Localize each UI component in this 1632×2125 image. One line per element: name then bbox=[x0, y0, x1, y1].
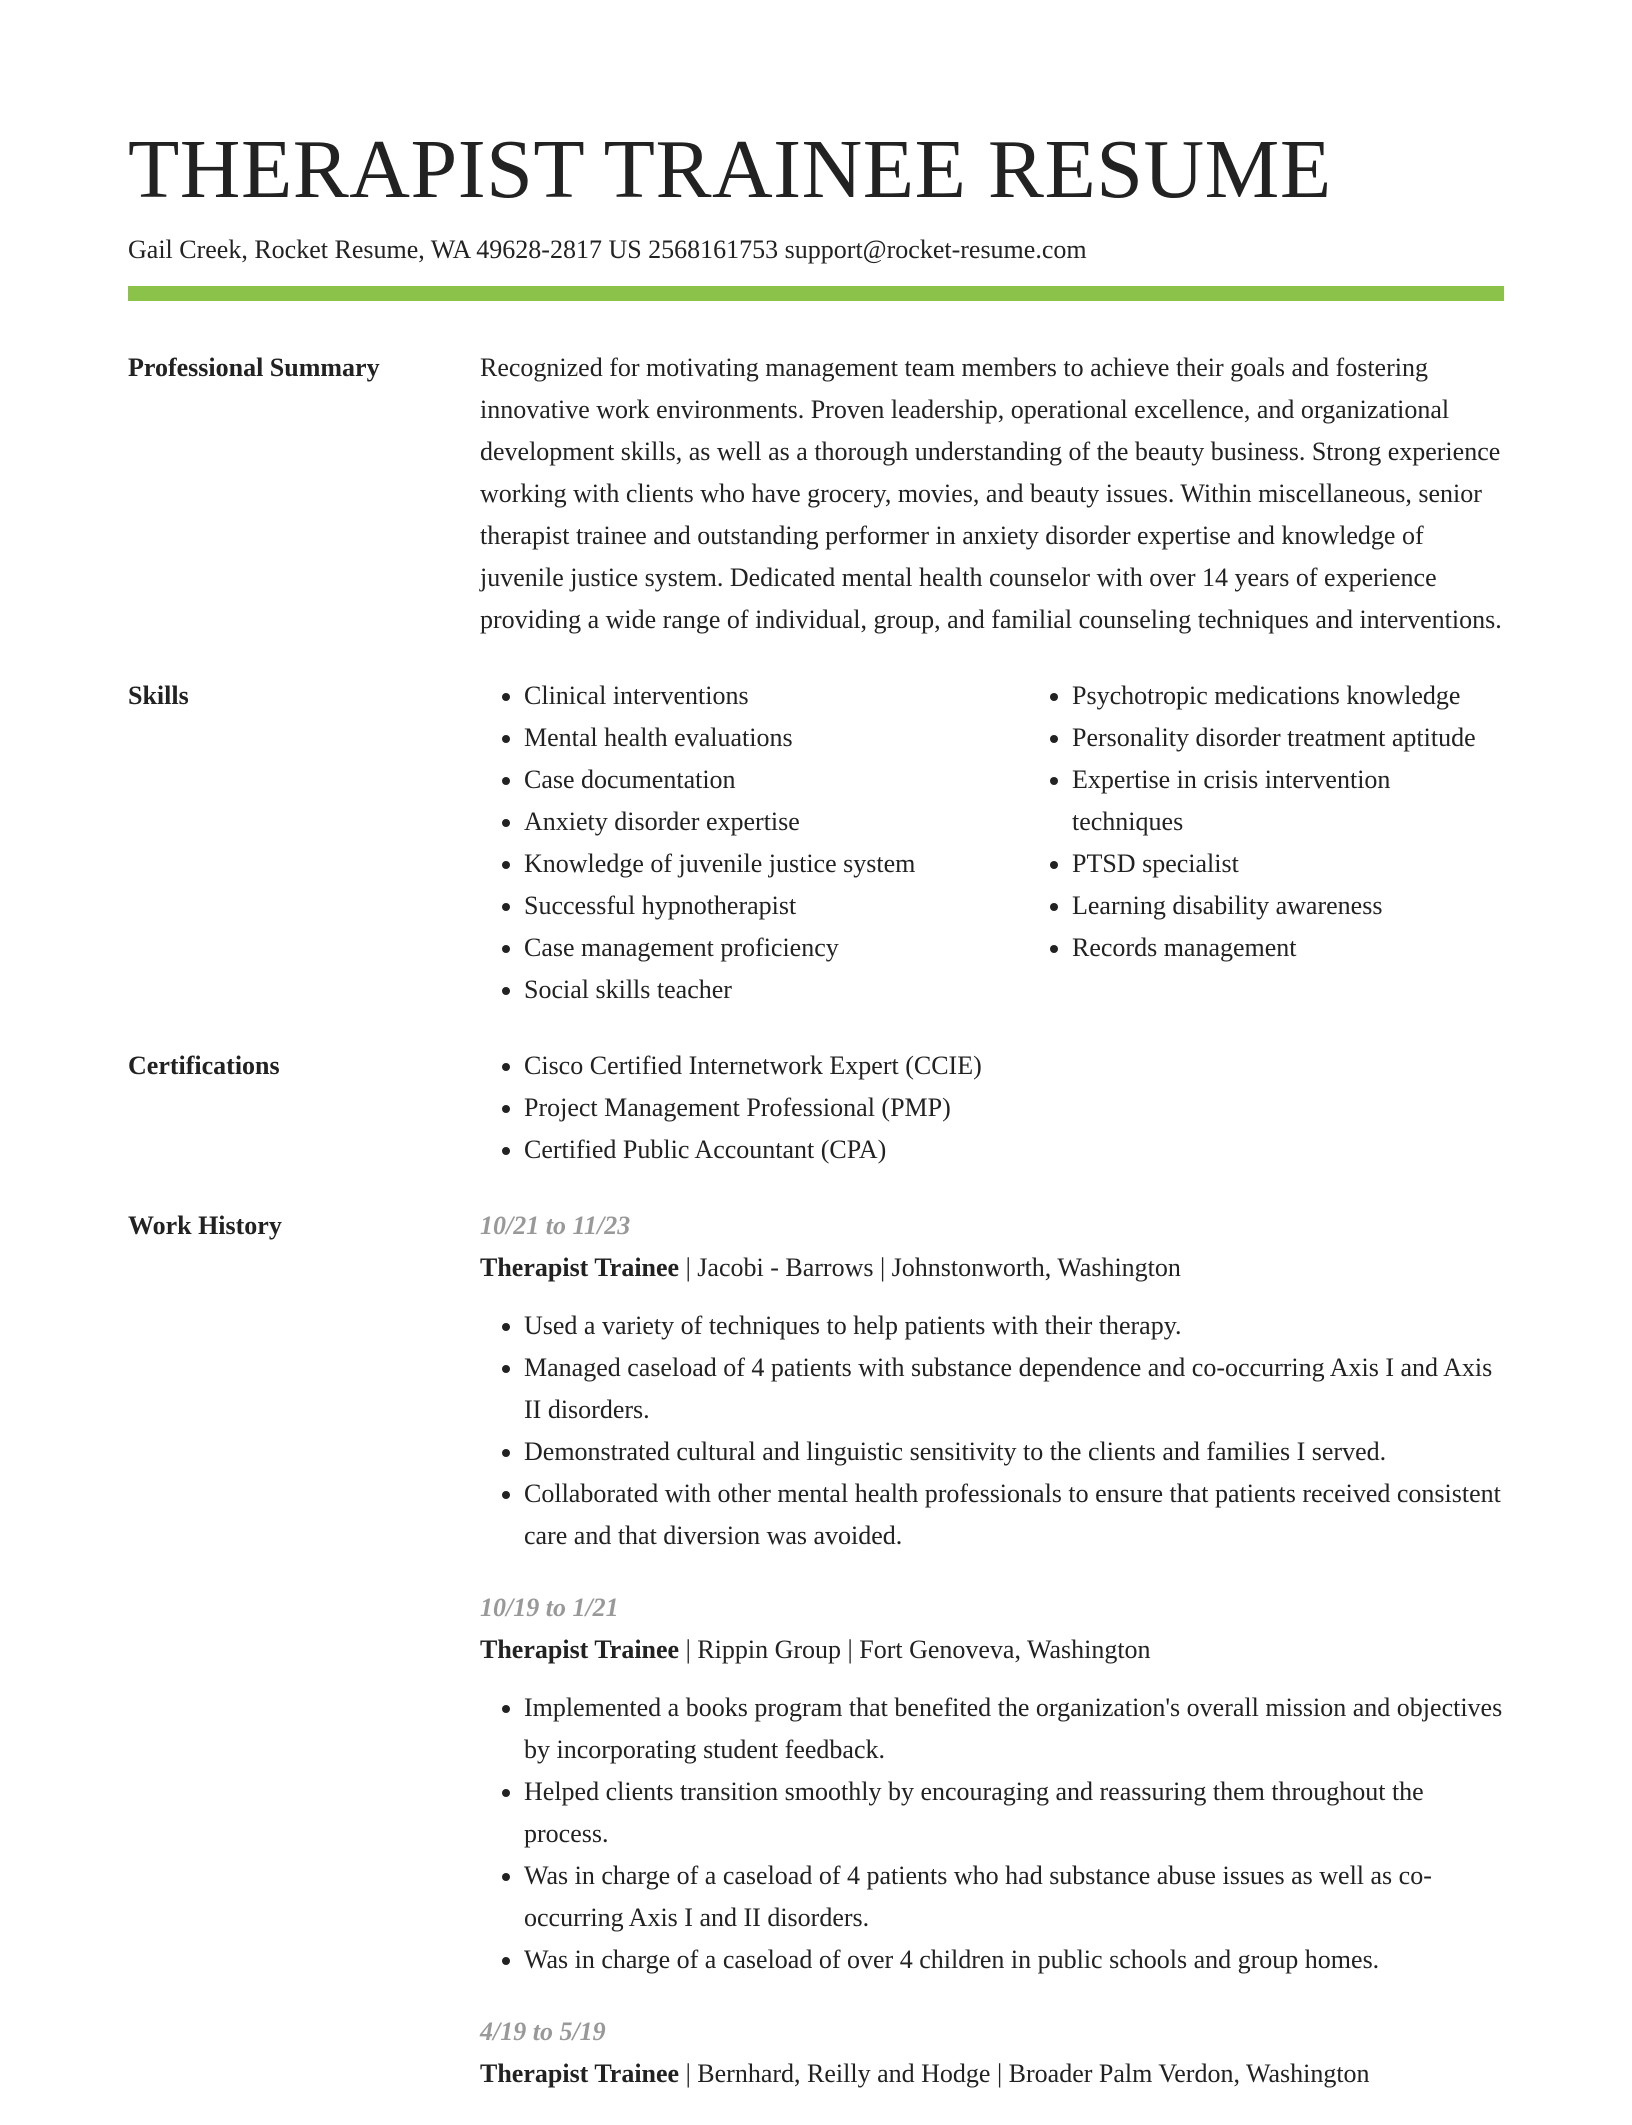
resume-page bbox=[128, 0, 1504, 2125]
job-bullets bbox=[480, 1687, 1504, 1981]
job-title: Therapist Trainee bbox=[480, 1635, 680, 1664]
section-label-work-history: Work History bbox=[128, 1211, 282, 1240]
job-entry bbox=[480, 1587, 1504, 1981]
job-bullet: • Managed caseload of 4 patients with substance dependence and co-occurring Axis I and Axis II disorders. bbox=[524, 1347, 1504, 1431]
skill-item: • Case documentation bbox=[524, 759, 1028, 801]
work-history-body bbox=[480, 1205, 1504, 2125]
job-bullet: • Was in charge of a caseload of 4 patients who had substance abuse issues as well as co-occurring Axis I and II disorders. bbox=[524, 1855, 1504, 1939]
skills-grid bbox=[480, 675, 1504, 1011]
skills-section bbox=[128, 681, 1504, 1011]
job-employer-location: | Bernhard, Reilly and Hodge | Broader Palm Verdon, Washington bbox=[679, 2059, 1370, 2088]
professional-summary-section bbox=[128, 353, 1504, 641]
job-bullet: • Used a variety of techniques to help patients with their therapy. bbox=[524, 1305, 1504, 1347]
job-entry bbox=[480, 1205, 1504, 1557]
skill-item: • Expertise in crisis intervention techniques bbox=[1072, 759, 1504, 843]
job-bullet: • Helped clients transition smoothly by encouraging and reassuring them throughout the process. bbox=[524, 1771, 1504, 1855]
skill-item: • Social skills teacher bbox=[524, 969, 1028, 1011]
skill-item: • Case management proficiency bbox=[524, 927, 1028, 969]
job-bullets bbox=[480, 1305, 1504, 1557]
skill-item: • Mental health evaluations bbox=[524, 717, 1028, 759]
skill-item: • PTSD specialist bbox=[1072, 843, 1504, 885]
job-heading bbox=[480, 1247, 1504, 1289]
job-bullet: • Collaborated with other mental health professionals to ensure that patients received consistent care and that diversion was avoided. bbox=[524, 1473, 1504, 1557]
skill-item: • Records management bbox=[1072, 927, 1504, 969]
job-bullet: • Implemented a books program that benefited the organization's overall mission and objectives by incorporating student feedback. bbox=[524, 1687, 1504, 1771]
certification-item: • Cisco Certified Internetwork Expert (CCIE) bbox=[524, 1045, 1504, 1087]
job-bullet: • Demonstrated cultural and linguistic sensitivity to the clients and families I served. bbox=[524, 1431, 1504, 1473]
job-dates: 4/19 to 5/19 bbox=[480, 2017, 606, 2046]
skill-item: • Learning disability awareness bbox=[1072, 885, 1504, 927]
skill-item: • Anxiety disorder expertise bbox=[524, 801, 1028, 843]
job-dates: 10/21 to 11/23 bbox=[480, 1211, 631, 1240]
skill-item: • Knowledge of juvenile justice system bbox=[524, 843, 1028, 885]
skill-item: • Successful hypnotherapist bbox=[524, 885, 1028, 927]
certification-item: • Certified Public Accountant (CPA) bbox=[524, 1129, 1504, 1171]
section-label-skills: Skills bbox=[128, 681, 189, 710]
skills-column-1 bbox=[480, 675, 1028, 1011]
job-heading bbox=[480, 1629, 1504, 1671]
resume-title: THERAPIST TRAINEE RESUME bbox=[128, 123, 1332, 216]
section-label-summary: Professional Summary bbox=[128, 353, 380, 382]
job-title: Therapist Trainee bbox=[480, 2059, 680, 2088]
skill-item: • Personality disorder treatment aptitude bbox=[1072, 717, 1504, 759]
contact-info: Gail Creek, Rocket Resume, WA 49628-2817 US 2568161753 support@rocket-resume.com bbox=[128, 235, 1087, 264]
certifications-list bbox=[480, 1045, 1504, 1171]
job-bullet: • Was in charge of a caseload of over 4 children in public schools and group homes. bbox=[524, 1939, 1504, 1981]
job-employer-location: | Rippin Group | Fort Genoveva, Washington bbox=[679, 1635, 1151, 1664]
summary-text: Recognized for motivating management team members to achieve their goals and fostering innovative work environments. Proven leadership, operational excellence, and organizational development skills, as well as a thorough understanding of the beauty business. Strong experience working with clients who have grocery, movies, and beauty issues. Within miscellaneous, senior therapist trainee and outstanding performer in anxiety disorder expertise and knowledge of juvenile justice system. Dedicated mental health counselor with over 14 years of experience providing a wide range of individual, group, and familial counseling techniques and interventions. bbox=[480, 353, 1502, 634]
work-history-section bbox=[128, 1211, 1504, 2125]
job-entry bbox=[480, 2011, 1504, 2095]
skill-item: • Psychotropic medications knowledge bbox=[1072, 675, 1504, 717]
job-dates: 10/19 to 1/21 bbox=[480, 1593, 619, 1622]
certification-item: • Project Management Professional (PMP) bbox=[524, 1087, 1504, 1129]
certifications-section bbox=[128, 1051, 1504, 1171]
header-divider bbox=[128, 286, 1504, 301]
job-heading bbox=[480, 2053, 1504, 2095]
skill-item: • Clinical interventions bbox=[524, 675, 1028, 717]
section-label-certifications: Certifications bbox=[128, 1051, 280, 1080]
summary-body bbox=[480, 347, 1504, 641]
job-title: Therapist Trainee bbox=[480, 1253, 680, 1282]
skills-body bbox=[480, 675, 1504, 1011]
job-employer-location: | Jacobi - Barrows | Johnstonworth, Washington bbox=[679, 1253, 1181, 1282]
skills-column-2 bbox=[1028, 675, 1504, 1011]
certifications-body bbox=[480, 1045, 1504, 1171]
